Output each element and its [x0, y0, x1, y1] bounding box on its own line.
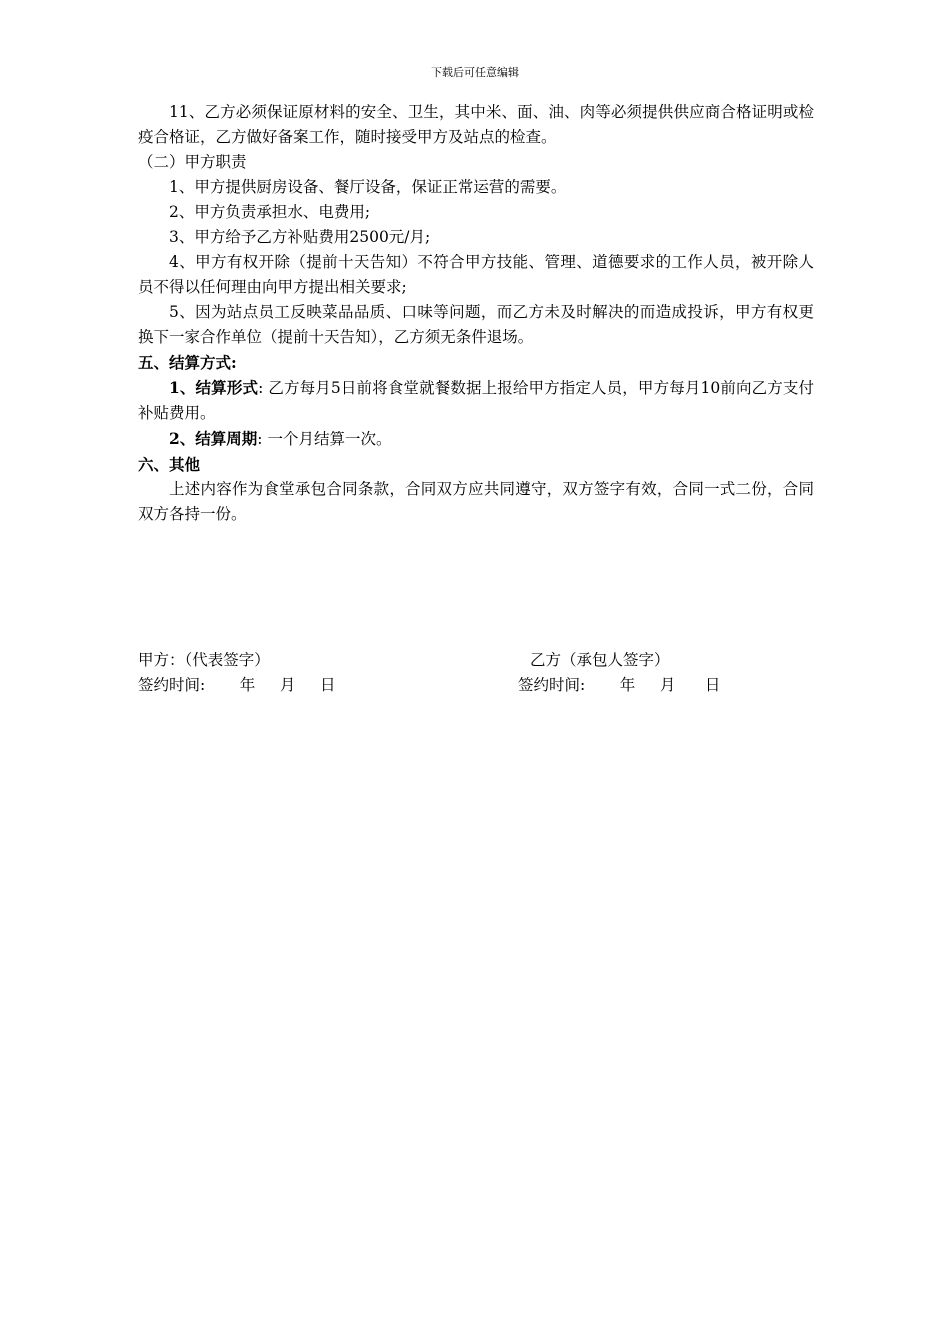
other-clause: 上述内容作为食堂承包合同条款，合同双方应共同遵守，双方签字有效，合同一式二份，合同双方各持一份。	[138, 480, 814, 523]
party-a-clause-2: 2、甲方负责承担水、电费用;	[169, 203, 371, 221]
clause-11: 11、乙方必须保证原材料的安全、卫生，其中米、面、油、肉等必须提供供应商合格证明或检疫合格证，乙方做好备案工作，随时接受甲方及站点的检查。	[138, 103, 814, 146]
contract-body	[138, 100, 814, 527]
settlement-period-label: 2、结算周期	[169, 429, 258, 448]
section-6-heading: 六、其他	[138, 455, 201, 474]
section-5-heading: 五、结算方式:	[138, 353, 237, 372]
party-a-clause-5: 5、因为站点员工反映菜品品质、口味等问题，而乙方未及时解决的而造成投诉，甲方有权更换下一家合作单位（提前十天告知），乙方须无条件退场。	[138, 303, 814, 346]
settlement-period-text: : 一个月结算一次。	[257, 430, 392, 448]
section-party-a-duties: （二）甲方职责	[138, 153, 247, 171]
party-a-clause-3: 3、甲方给予乙方补贴费用2500元/月;	[169, 228, 431, 246]
settlement-form-text: : 乙方每月5日前将食堂就餐数据上报给甲方指定人员，甲方每月10前向乙方支付补贴费用。	[138, 379, 814, 422]
date-row	[138, 673, 814, 698]
party-b-signature-label: 乙方（承包人签字）	[530, 651, 670, 669]
party-b-sign-date: 签约时间: 年 月 日	[518, 676, 721, 694]
signature-row	[138, 648, 814, 673]
party-a-clause-1: 1、甲方提供厨房设备、餐厅设备，保证正常运营的需要。	[169, 178, 567, 196]
settlement-form-label: 1、结算形式	[169, 378, 259, 397]
header-note: 下载后可任意编辑	[431, 66, 519, 79]
settlement-form	[138, 375, 814, 426]
signature-block	[138, 648, 814, 698]
party-a-signature-label: 甲方：（代表签字）	[138, 651, 270, 669]
party-a-sign-date: 签约时间: 年 月 日	[138, 676, 336, 694]
party-a-clause-4: 4、甲方有权开除（提前十天告知）不符合甲方技能、管理、道德要求的工作人员，被开除人员不得以任何理由向甲方提出相关要求;	[138, 253, 814, 296]
settlement-period	[138, 426, 814, 452]
